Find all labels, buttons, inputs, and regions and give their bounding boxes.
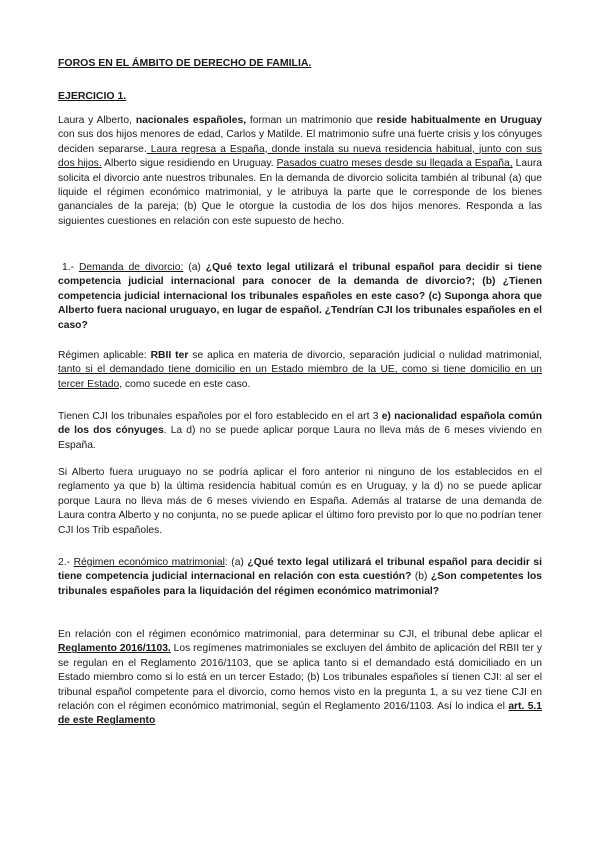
text-run: : (a) [224, 557, 248, 568]
text-run: se aplica en materia de divorcio, separación judicial o nulidad matrimonial, [188, 350, 543, 361]
text-run: Laura y Alberto, [58, 115, 136, 126]
text-run: En relación con el régimen económico matrimonial, para determinar su CJI, el tribunal debe aplicar el [58, 629, 542, 640]
text-run: Régimen aplicable: [58, 350, 151, 361]
question-1 [58, 261, 542, 333]
text-run: Pasados cuatro meses desde su llegada a España, [276, 158, 513, 170]
question-2 [58, 556, 542, 599]
text-run: Laura regresa a España, donde instala su nueva residencia habitual, junto con sus dos hijos. [58, 143, 542, 170]
text-run: con sus dos hijos menores de edad, Carlos y Matilde. El matrimonio sufre una fuerte crisis y los cónyuges deciden separarse. [58, 129, 542, 155]
text-run: reside habitualmente en Uruguay [376, 115, 542, 126]
text-run: RBII ter [150, 350, 189, 361]
text-run: Tienen CJI los tribunales españoles por el foro establecido en el art 3 [58, 411, 382, 422]
text-run: Reglamento 2016/1103. [58, 643, 171, 655]
case-statement [58, 114, 542, 229]
text-run: nacionales españoles, [135, 115, 247, 126]
text-run: Alberto sigue residiendo en Uruguay. [101, 158, 277, 170]
answer-1c [58, 466, 542, 538]
text-run: ¿Qué texto legal utilizará el tribunal español para decidir si tiene competencia judicial internacional para conocer de la demanda de divorcio?; (b) ¿Tienen competencia judicial internacional los tribunales españoles en este caso? (c) Suponga ahora que Alberto fuera nacional uruguayo, en lugar de español. ¿Tendrían CJI los tribunales españoles en el caso? [58, 262, 542, 331]
text-run: 1.- [62, 262, 79, 273]
text-run: Si Alberto fuera uruguayo no se podría aplicar el foro anterior ni ninguno de los establecidos en el reglamento ya que b) la última residencia habitual común es en Uruguay, y la d) no se puede aplicar porque Laura no lleva más de 6 meses viviendo en España. Además al tratarse de una demanda de Laura contra Alberto y no conjunta, no se puede aplicar el último foro previsto por lo que no podrían tener CJI los Trib españoles. [58, 467, 542, 536]
text-run: ¿Qué texto legal utilizará el tribunal español para decidir si tiene competencia judicial internacional en relación con esta cuestión? [58, 557, 542, 583]
answer-2 [58, 628, 542, 729]
text-run: como sucede en este caso. [122, 378, 251, 390]
text-run: Demanda de divorcio: [78, 262, 184, 273]
document-title: FOROS EN EL ÁMBITO DE DERECHO DE FAMILIA. [58, 57, 312, 69]
text-run: forman un matrimonio que [246, 115, 377, 126]
text-run: Laura solicita el divorcio ante nuestros tribunales. En la demanda de divorcio solicita también al tribunal (a) que liquide el régimen económico matrimonial, y le atribuya la parte que le corresponde de los bienes gananciales de la pareja; (b) Que le otorgue la custodia de los dos hijos menores. Responda a las siguientes cuestiones en relación con este supuesto de hecho. [58, 158, 542, 227]
exercise-heading: EJERCICIO 1. [58, 90, 127, 102]
text-run: (b) [411, 571, 431, 583]
answer-1b [58, 410, 542, 453]
text-run: e) nacionalidad española común de los dos cónyuges [58, 411, 542, 437]
text-run: art. 5.1 de este Reglamento [58, 701, 543, 727]
text-run: (a) [183, 262, 206, 273]
text-run: . La d) no se puede aplicar porque Laura no lleva más de 6 meses viviendo en España. [58, 425, 542, 451]
text-run: ¿Son competentes los tribunales españoles para la liquidación del régimen económico matrimonial? [58, 571, 542, 597]
text-run: tanto si el demandado tiene domicilio en un Estado miembro de la UE, como si tiene domicilio en un tercer Estado, [58, 364, 542, 390]
answer-1a [58, 349, 542, 392]
text-run: Los regímenes matrimoniales se excluyen del ámbito de aplicación del RBII ter y se regulan en el Reglamento 2016/1103, que se aplica tanto si el demandado está domiciliado en un Estado miembro como si lo está en un tercer Estado; (b) Los tribunales españoles sí tienen CJI: al ser el tribunal español competente para el divorcio, como hemos visto en la pregunta 1, a su vez tiene CJI en relación con el régimen económico matrimonial, según el Reglamento 2016/1103. Así lo indica el [58, 643, 542, 713]
text-run: 2.- [58, 557, 74, 568]
text-run: Régimen económico matrimonial [73, 557, 225, 568]
